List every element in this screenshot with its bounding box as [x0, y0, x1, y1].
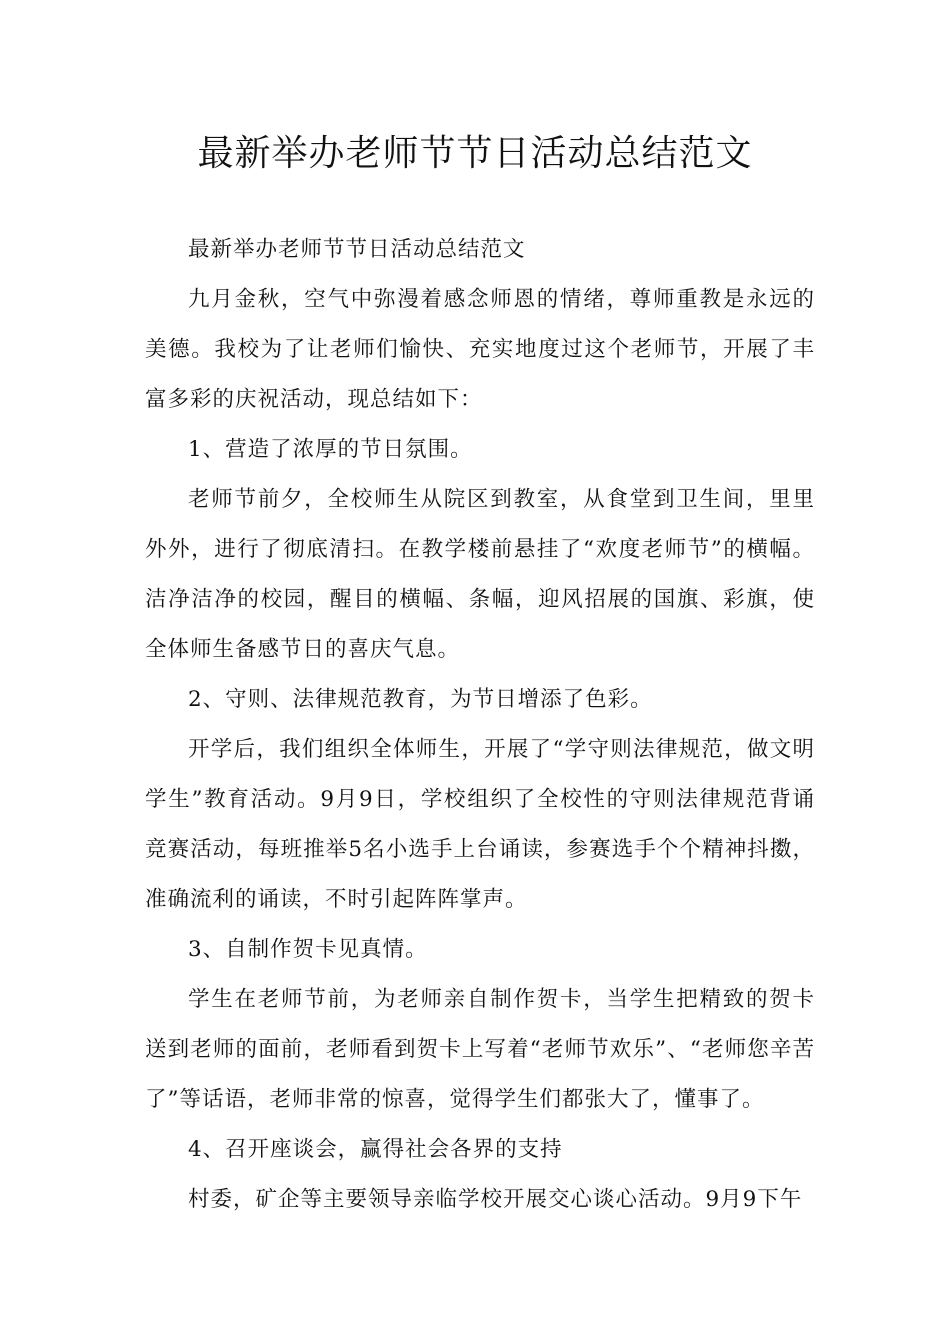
section-heading-2: 2、守则、法律规范教育，为节日增添了色彩。 — [188, 687, 653, 712]
document-body — [145, 225, 815, 1225]
paragraph-section-3: 学生在老师节前，为老师亲自制作贺卡，当学生把精致的贺卡送到老师的面前，老师看到贺卡上写着“老师节欢乐”、“老师您辛苦了”等话语，老师非常的惊喜，觉得学生们都张大了，懂事了。 — [145, 987, 815, 1112]
section-heading-3: 3、自制作贺卡见真情。 — [188, 937, 428, 962]
paragraph-intro: 九月金秋，空气中弥漫着感念师恩的情绪，尊师重教是永远的美德。我校为了让老师们愉快、充实地度过这个老师节，开展了丰富多彩的庆祝活动，现总结如下： — [145, 287, 815, 412]
paragraph-section-1: 老师节前夕，全校师生从院区到教室，从食堂到卫生间，里里外外，进行了彻底清扫。在教学楼前悬挂了“欢度老师节”的横幅。洁净洁净的校园，醒目的横幅、条幅，迎风招展的国旗、彩旗，使全体师生备感节日的喜庆气息。 — [145, 487, 815, 662]
section-heading-4: 4、召开座谈会，赢得社会各界的支持 — [188, 1137, 563, 1162]
section-heading-1: 1、营造了浓厚的节日氛围。 — [188, 437, 473, 462]
document-title: 最新举办老师节节日活动总结范文 — [197, 133, 753, 174]
paragraph-section-4: 村委，矿企等主要领导亲临学校开展交心谈心活动。9月9下午 — [188, 1187, 803, 1212]
paragraph-section-2: 开学后，我们组织全体师生，开展了“学守则法律规范，做文明学生”教育活动。9月9日，学校组织了全校性的守则法律规范背诵竞赛活动，每班推举5名小选手上台诵读，参赛选手个个精神抖擞，准确流利的诵读，不时引起阵阵掌声。 — [145, 737, 815, 912]
paragraph-subtitle: 最新举办老师节节日活动总结范文 — [188, 237, 526, 262]
